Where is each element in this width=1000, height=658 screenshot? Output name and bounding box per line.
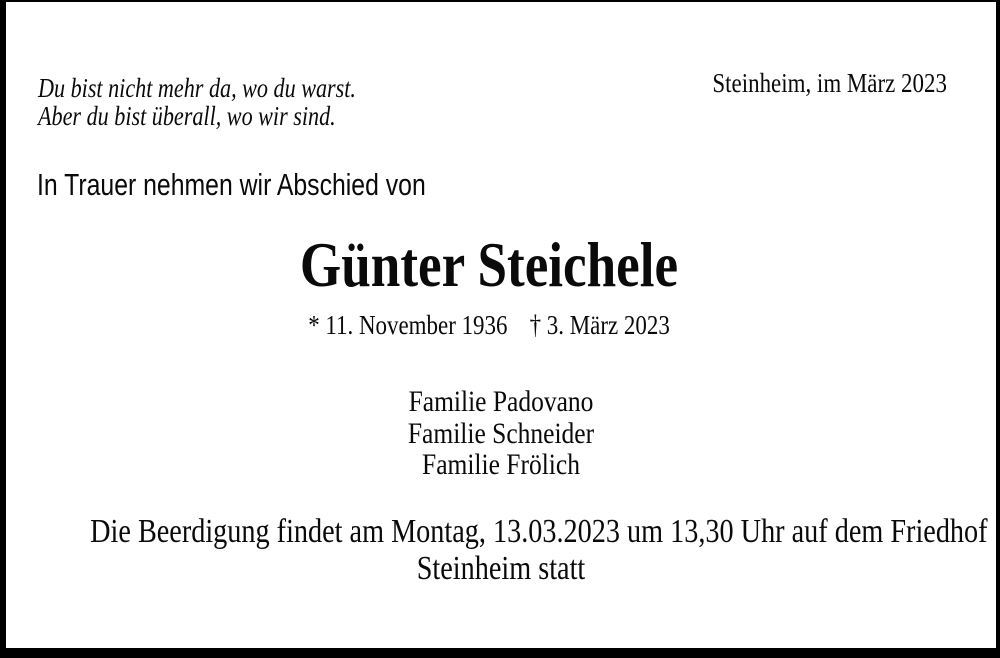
- mourners-list: [80, 386, 922, 481]
- mourner-line: Familie Padovano: [408, 385, 594, 418]
- deceased-name: Günter Steichele: [299, 229, 679, 300]
- mourner-line: Familie Frölich: [422, 448, 580, 481]
- epigraph-line-1: Du bist nicht mehr da, wo du warst.: [38, 73, 356, 103]
- place-dateline: Steinheim, im März 2023: [712, 68, 947, 98]
- mourner-line: Familie Schneider: [407, 416, 595, 450]
- death-date: † 3. März 2023: [529, 310, 670, 340]
- epigraph: [38, 74, 356, 130]
- birth-date: * 11. November 1936: [308, 310, 508, 340]
- funeral-info: [90, 513, 988, 587]
- funeral-line-2: Steinheim statt: [416, 550, 586, 587]
- intro-line: In Trauer nehmen wir Abschied von: [37, 167, 426, 202]
- epigraph-line-2: Aber du bist überall, wo wir sind.: [38, 101, 336, 131]
- funeral-line-1: Die Beerdigung findet am Montag, 13.03.2023 um 13,30 Uhr auf dem Friedhof: [90, 513, 988, 550]
- life-dates: [68, 312, 910, 339]
